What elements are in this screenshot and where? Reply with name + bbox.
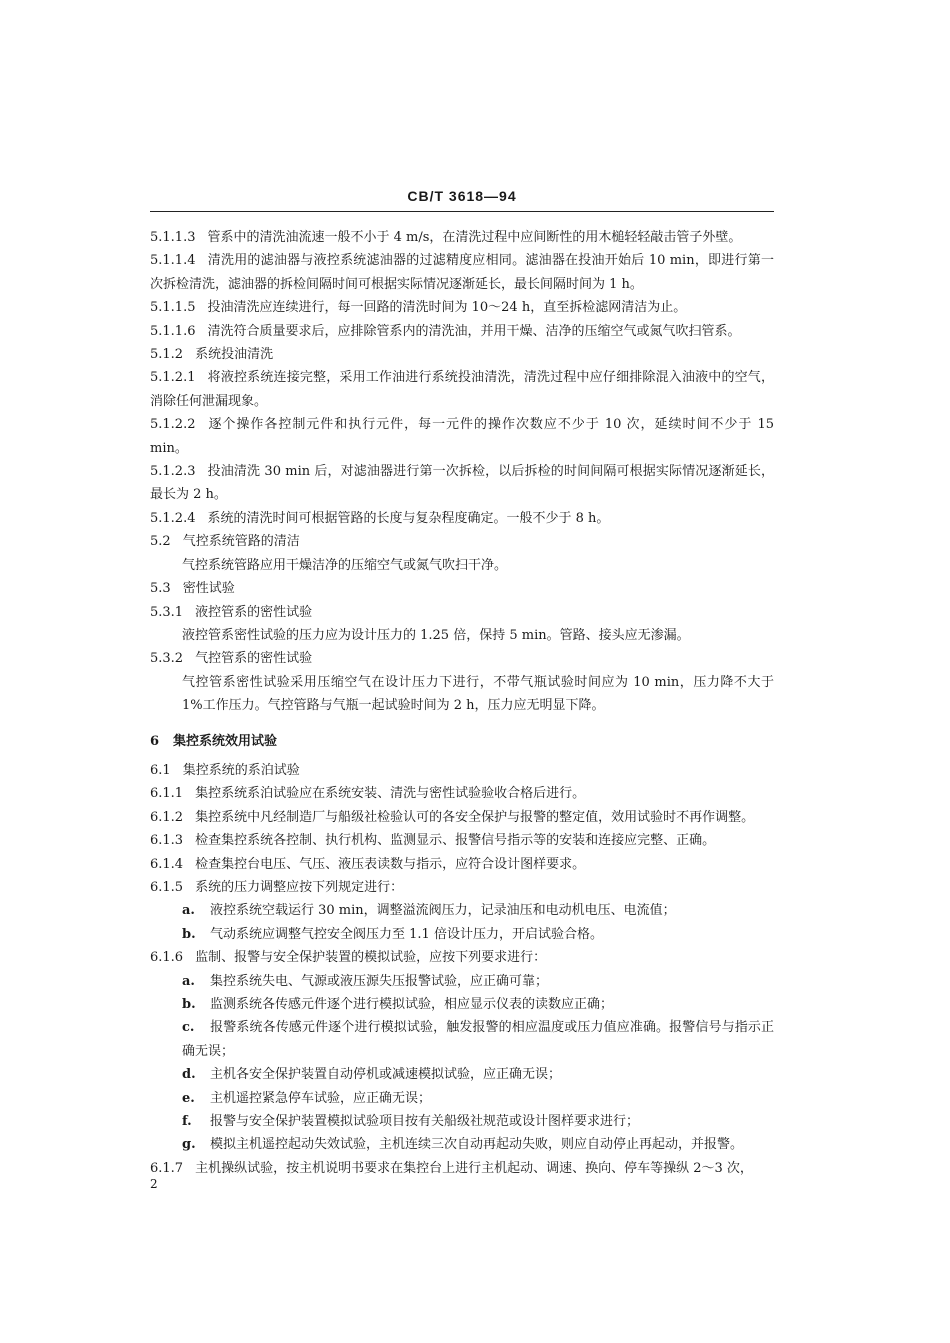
list-item-label: e. <box>182 1090 195 1106</box>
section-title: 集控系统效用试验 <box>173 733 278 749</box>
clause <box>150 829 774 852</box>
list-item <box>150 1063 774 1086</box>
clause-text: 集控系统的系泊试验 <box>182 762 300 778</box>
clause-text: 清洗用的滤油器与液控系统滤油器的过滤精度应相同。滤油器在投油开始后 10 min，即进行第一次拆检清洗，滤油器的拆检间隔时间可根据实际情况逐渐延长，最长间隔时间为 1 h。 <box>150 253 774 292</box>
clause-text: 逐个操作各控制元件和执行元件，每一元件的操作次数应不少于 10 次，延续时间不少于 15 min。 <box>150 417 774 456</box>
clause-body: 气控系统管路应用干燥洁净的压缩空气或氮气吹扫干净。 <box>182 557 508 573</box>
list-item <box>150 1016 774 1063</box>
clause-number: 6.1.5 <box>150 879 184 895</box>
clause-text: 气控管系的密性试验 <box>195 651 313 667</box>
list-item-text: 模拟主机遥控起动失效试验，主机连续三次自动再起动失败，则应自动停止再起动，并报警。 <box>210 1137 744 1153</box>
clause-heading <box>150 577 774 600</box>
clause-number: 5.3.1 <box>150 604 184 620</box>
list-item-label: d. <box>182 1067 196 1083</box>
list-item-label: g. <box>182 1137 196 1153</box>
clause-text: 管系中的清洗油流速一般不小于 4 m/s，在清洗过程中应间断性的用木槌轻轻敲击管子外壁。 <box>207 230 742 245</box>
list-item-label: c. <box>182 1020 195 1036</box>
list-item <box>150 993 774 1016</box>
list-item-text: 主机遥控紧急停车试验，应正确无误； <box>210 1090 432 1106</box>
clause-number: 5.1.1.5 <box>150 300 196 316</box>
list-item-text: 报警系统各传感元件逐个进行模拟试验，触发报警的相应温度或压力值应准确。报警信号与指示正确无误； <box>182 1020 774 1059</box>
section-heading <box>150 730 774 753</box>
list-item <box>150 1110 774 1133</box>
list-item <box>150 1087 774 1110</box>
clause <box>150 226 774 249</box>
clause-number: 5.3.2 <box>150 651 184 667</box>
clause <box>150 1157 774 1180</box>
clause-text: 主机操纵试验，按主机说明书要求在集控台上进行主机起动、调速、换向、停车等操纵 2～3 次， <box>195 1160 753 1176</box>
clause-text: 投油清洗应连续进行，每一回路的清洗时间为 10～24 h，直至拆检滤网清洁为止。 <box>207 300 687 316</box>
clause-number: 5.1.2.4 <box>150 510 196 526</box>
clause-number: 6.1.7 <box>150 1160 184 1176</box>
clause-number: 5.1.2.2 <box>150 417 196 433</box>
clause-number: 5.3 <box>150 581 171 597</box>
clause <box>150 853 774 876</box>
clause <box>150 460 774 507</box>
clause <box>150 507 774 530</box>
clause-body: 气控管系密性试验采用压缩空气在设计压力下进行，不带气瓶试验时间应为 10 min，压力降不大于 1%工作压力。气控管路与气瓶一起试验时间为 2 h，压力应无明显下降。 <box>182 674 774 714</box>
document-body <box>150 226 774 1180</box>
list-item-label: b. <box>182 997 196 1012</box>
list-item <box>150 1133 774 1156</box>
list-item-label: a. <box>182 903 195 919</box>
clause-text: 集控系统中凡经制造厂与船级社检验认可的各安全保护与报警的整定值，效用试验时不再作调整。 <box>195 809 755 825</box>
list-item-text: 监测系统各传感元件逐个进行模拟试验，相应显示仪表的读数应正确； <box>210 997 614 1012</box>
clause-number: 6.1.1 <box>150 786 184 802</box>
clause <box>150 782 774 805</box>
clause <box>150 806 774 829</box>
document-code-header: CB/T 3618—94 <box>407 188 517 204</box>
list-item-label: f. <box>182 1114 192 1130</box>
header-rule <box>150 211 774 212</box>
list-item <box>150 923 774 946</box>
clause-text: 气控系统管路的清洁 <box>182 534 300 550</box>
clause-number: 6.1.4 <box>150 856 184 872</box>
clause-number: 6.1 <box>150 762 171 778</box>
clause-number: 5.1.1.6 <box>150 323 196 339</box>
clause-text: 检查集控台电压、气压、液压表读数与指示，应符合设计图样要求。 <box>195 856 586 872</box>
section-number: 6 <box>150 733 160 749</box>
list-item-text: 主机各安全保护装置自动停机或减速模拟试验，应正确无误； <box>210 1067 562 1083</box>
clause-text: 系统的压力调整应按下列规定进行： <box>195 879 404 895</box>
clause <box>150 366 774 413</box>
clause <box>150 320 774 343</box>
clause-heading <box>150 530 774 553</box>
clause-text: 液控管系的密性试验 <box>195 604 313 620</box>
clause-heading <box>150 601 774 624</box>
list-item <box>150 970 774 993</box>
clause-text: 密性试验 <box>182 581 235 597</box>
list-item-text: 集控系统失电、气源或液压源失压报警试验，应正确可靠； <box>210 973 549 989</box>
clause-text: 集控系统系泊试验应在系统安装、清洗与密性试验验收合格后进行。 <box>195 786 586 802</box>
clause <box>150 876 774 899</box>
clause-heading <box>150 759 774 782</box>
clause-number: 5.2 <box>150 534 171 550</box>
clause <box>150 946 774 969</box>
clause-text: 投油清洗 30 min 后，对滤油器进行第一次拆检，以后拆检的时间间隔可根据实际情况逐渐延长，最长为 2 h。 <box>150 464 774 503</box>
list-item-text: 液控系统空载运行 30 min，调整溢流阀压力，记录油压和电动机电压、电流值； <box>210 903 676 919</box>
clause-number: 5.1.2.3 <box>150 464 196 480</box>
clause-number: 5.1.1.4 <box>150 253 196 269</box>
clause-number: 6.1.3 <box>150 833 184 849</box>
clause-text: 系统投油清洗 <box>195 347 274 363</box>
clause <box>150 249 774 296</box>
list-item <box>150 899 774 922</box>
clause-heading <box>150 647 774 670</box>
clause-text: 系统的清洗时间可根据管路的长度与复杂程度确定。一般不少于 8 h。 <box>207 510 610 526</box>
clause-number: 5.1.1.3 <box>150 230 196 245</box>
clause-text: 清洗符合质量要求后，应排除管系内的清洗油，并用干燥、洁净的压缩空气或氮气吹扫管系。 <box>207 323 741 339</box>
clause-number: 6.1.6 <box>150 950 184 966</box>
clause-text: 将液控系统连接完整，采用工作油进行系统投油清洗，清洗过程中应仔细排除混入油液中的空气，消除任何泄漏现象。 <box>150 370 774 409</box>
list-item-text: 气动系统应调整气控安全阀压力至 1.1 倍设计压力，开启试验合格。 <box>210 926 603 942</box>
page-number: 2 <box>150 1177 158 1191</box>
clause-heading <box>150 343 774 366</box>
clause-number: 5.1.2 <box>150 347 184 363</box>
clause <box>150 296 774 319</box>
clause <box>150 413 774 460</box>
clause-text: 检查集控系统各控制、执行机构、监测显示、报警信号指示等的安装和连接应完整、正确。 <box>195 833 716 849</box>
clause-number: 5.1.2.1 <box>150 370 196 386</box>
clause-number: 6.1.2 <box>150 809 184 825</box>
list-item-label: a. <box>182 973 195 989</box>
clause-body: 液控管系密性试验的压力应为设计压力的 1.25 倍，保持 5 min。管路、接头应无渗漏。 <box>182 627 690 643</box>
list-item-text: 报警与安全保护装置模拟试验项目按有关船级社规范或设计图样要求进行； <box>210 1114 640 1130</box>
list-item-label: b. <box>182 926 196 942</box>
clause-text: 监制、报警与安全保护装置的模拟试验，应按下列要求进行： <box>195 950 547 966</box>
